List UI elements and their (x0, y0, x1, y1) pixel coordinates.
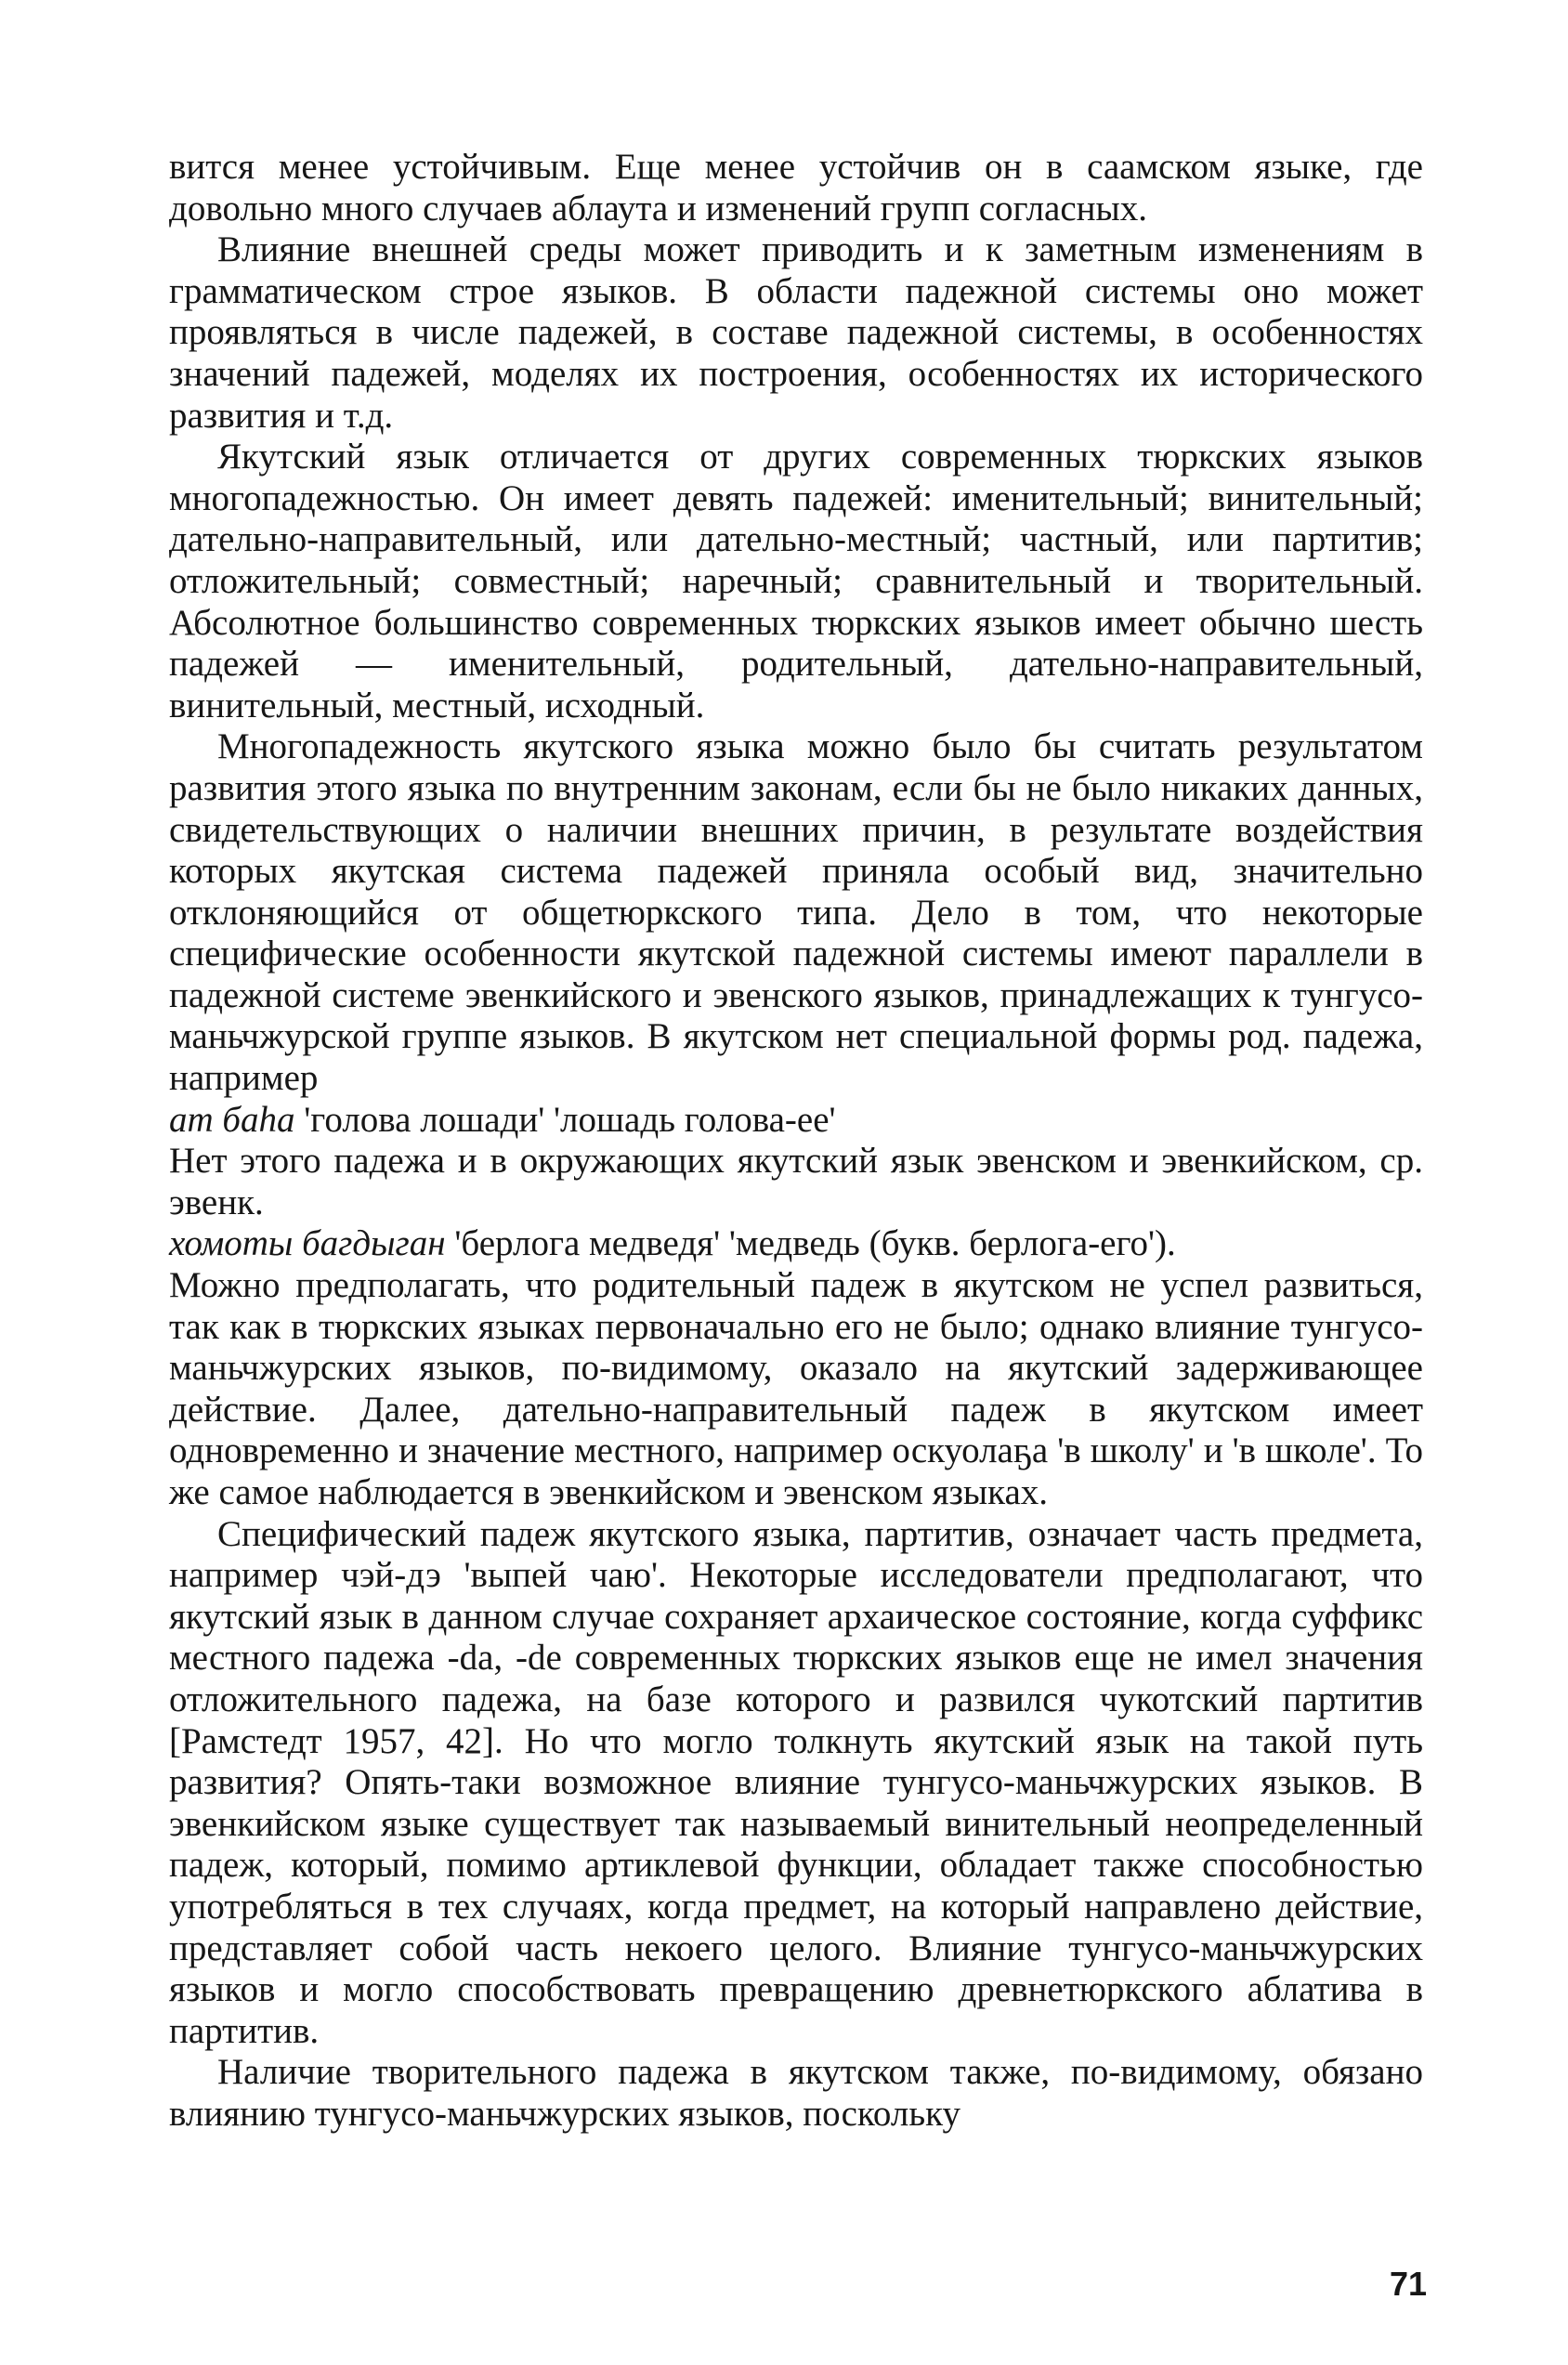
paragraph-after-example-1: Нет этого падежа и в окружающих якутский язык эвенском и эвенкийском, ср. эвенк. (169, 1141, 1423, 1222)
example-gloss: 'берлога медведя' 'медведь (букв. берлога-его'). (454, 1223, 1176, 1264)
page-number: 71 (1390, 2265, 1428, 2303)
example-genitive-evenki (169, 1223, 1423, 1265)
paragraph-6: Специфический падеж якутского языка, партитив, означает часть предмета, например чэй-дэ 'выпей чаю'. Некоторые исследователи предполагают, что якутский язык в данном случае сохраняет архаическое состояние, когда суффикс местного падежа -da, -de современных тюркских языков еще не имел значения отложительного падежа, на базе которого и развился чукотский партитив [Рамстедт 1957, 42]. Но что могло толкнуть якутский язык на такой путь развития? Опять-таки возможное влияние тунгусо-маньчжурских языков. В эвенкийском языке существует так называемый винительный неопределенный падеж, который, помимо артиклевой функции, обладает также способностью употребляться в тех случаях, когда предмет, на который направлено действие, представляет собой часть некоего целого. Влияние тунгусо-маньчжурских языков и могло способствовать превращению древнетюркского аблатива в партитив. (169, 1513, 1423, 2051)
paragraph-3: Якутский язык отличается от других современных тюркских языков многопадежностью. Он имеет девять падежей: именительный; винительный; дательно-направительный, или дательно-местный; частный, или партитив; отложительный; совместный; наречный; сравнительный и творительный. Абсолютное большинство современных тюркских языков имеет обычно шесть падежей — именительный, родительный, дательно-направительный, винительный, местный, исходный. (169, 437, 1423, 725)
paragraph-4: Многопадежность якутского языка можно было бы считать результатом развития этого языка по внутренним законам, если бы не было никаких данных, свидетельствующих о наличии внешних причин, в результате воздействия которых якутская система падежей приняла особый вид, значительно отклоняющийся от общетюркского типа. Дело в том, что некоторые специфические особенности якутской падежной системы имеют параллели в падежной системе эвенкийского и эвенского языков, принадлежащих к тунгусо-маньчжурской группе языков. В якутском нет специальной формы род. падежа, например (169, 726, 1423, 1099)
paragraph-7: Наличие творительного падежа в якутском также, по-видимому, обязано влиянию тунгусо-маньчжурских языков, поскольку (169, 2052, 1423, 2134)
example-genitive-yakut (169, 1100, 1423, 1142)
paragraph-2: Влияние внешней среды может приводить и к заметным изменениям в грамматическом строе языков. В области падежной системы оно может проявляться в числе падежей, в составе падежной системы, в особенностях значений падежей, моделях их построения, особенностях их исторического развития и т.д. (169, 229, 1423, 436)
paragraph-5: Можно предполагать, что родительный падеж в якутском не успел развиться, так как в тюркских языках первоначально его не было; однако влияние тунгусо-маньчжурских языков, по-видимому, оказало на якутский задерживающее действие. Далее, дательно-направительный падеж в якутском имеет одновременно и значение местного, например оскуолаҕа 'в школу' и 'в школе'. То же самое наблюдается в эвенкийском и эвенском языках. (169, 1265, 1423, 1512)
example-form: хомоты багдыган (169, 1223, 446, 1264)
example-gloss: 'голова лошади' 'лошадь голова-ее' (304, 1099, 836, 1140)
paragraph-1: вится менее устойчивым. Еще менее устойчив он в саамском языке, где довольно много случаев аблаута и изменений групп согласных. (169, 147, 1423, 229)
page-body (169, 147, 1423, 2136)
example-form: am баhа (169, 1099, 295, 1140)
